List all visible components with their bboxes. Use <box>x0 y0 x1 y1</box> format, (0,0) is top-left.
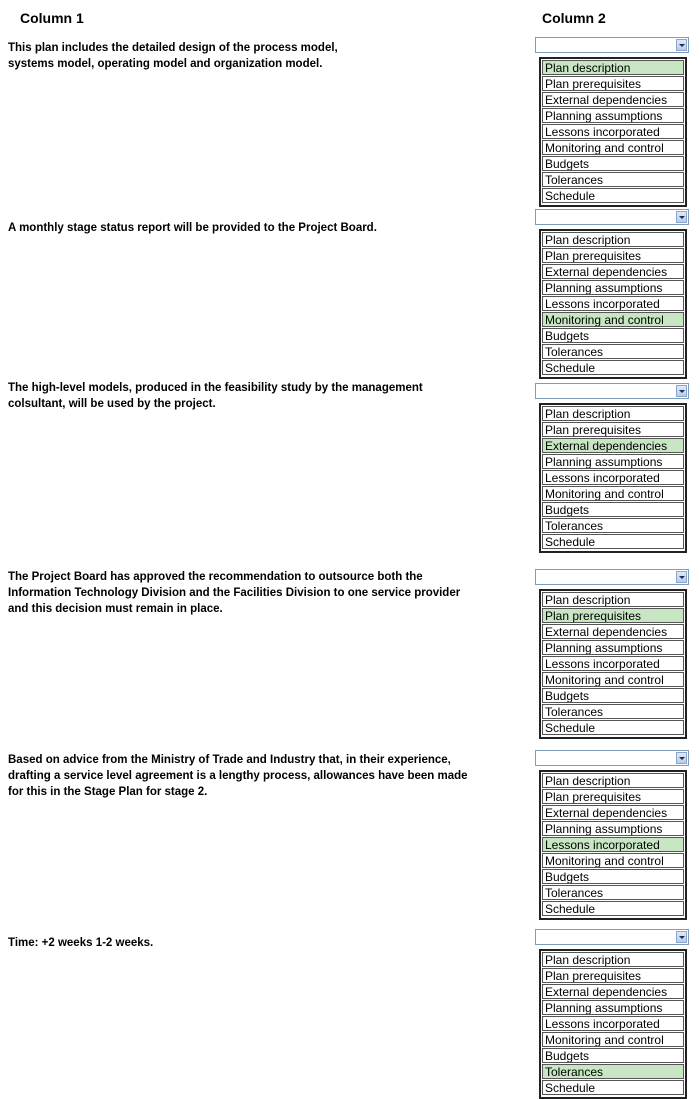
answer-dropdown[interactable] <box>535 929 689 945</box>
column-1-header: Column 1 <box>20 10 84 26</box>
answer-listbox <box>539 57 687 207</box>
listbox-option[interactable]: Plan description <box>542 232 684 247</box>
listbox-option[interactable]: Schedule <box>542 1080 684 1095</box>
listbox-option[interactable]: Budgets <box>542 688 684 703</box>
chevron-down-icon[interactable] <box>676 752 687 764</box>
answer-dropdown[interactable] <box>535 209 689 225</box>
listbox-option[interactable]: Planning assumptions <box>542 454 684 469</box>
listbox-option[interactable]: Plan description <box>542 406 684 421</box>
listbox-option[interactable]: Monitoring and control <box>542 853 684 868</box>
listbox-option[interactable]: External dependencies <box>542 805 684 820</box>
listbox-option[interactable]: Tolerances <box>542 172 684 187</box>
row-prompt: Based on advice from the Ministry of Trade and Industry that, in their experience, drafting a service level agreement is a lengthy process, allowances have been made for this in the Stage Plan for stage 2. <box>8 754 468 798</box>
listbox-option[interactable]: Plan description <box>542 773 684 788</box>
listbox-option[interactable]: Monitoring and control <box>542 312 684 327</box>
column-2-header: Column 2 <box>542 10 606 26</box>
listbox-option[interactable]: Budgets <box>542 1048 684 1063</box>
answer-listbox <box>539 229 687 379</box>
answer-listbox <box>539 949 687 1099</box>
listbox-option[interactable]: Planning assumptions <box>542 280 684 295</box>
listbox-option[interactable]: Budgets <box>542 502 684 517</box>
chevron-down-icon[interactable] <box>676 39 687 51</box>
listbox-option[interactable]: Monitoring and control <box>542 140 684 155</box>
listbox-option[interactable]: Planning assumptions <box>542 640 684 655</box>
answer-listbox <box>539 589 687 739</box>
listbox-option[interactable]: External dependencies <box>542 264 684 279</box>
row-prompt: Time: +2 weeks 1-2 weeks. <box>8 937 154 949</box>
listbox-option[interactable]: Tolerances <box>542 885 684 900</box>
listbox-option[interactable]: Monitoring and control <box>542 1032 684 1047</box>
listbox-option[interactable]: Schedule <box>542 901 684 916</box>
listbox-option[interactable]: Budgets <box>542 869 684 884</box>
listbox-option[interactable]: External dependencies <box>542 624 684 639</box>
listbox-option[interactable]: Lessons incorporated <box>542 124 684 139</box>
chevron-down-icon[interactable] <box>676 931 687 943</box>
listbox-option[interactable]: Plan description <box>542 952 684 967</box>
chevron-down-icon[interactable] <box>676 571 687 583</box>
listbox-option[interactable]: Planning assumptions <box>542 1000 684 1015</box>
listbox-option[interactable]: Lessons incorporated <box>542 837 684 852</box>
listbox-option[interactable]: External dependencies <box>542 438 684 453</box>
listbox-option[interactable]: Lessons incorporated <box>542 296 684 311</box>
answer-dropdown[interactable] <box>535 37 689 53</box>
answer-dropdown[interactable] <box>535 750 689 766</box>
listbox-option[interactable]: Budgets <box>542 156 684 171</box>
listbox-option[interactable]: Monitoring and control <box>542 486 684 501</box>
answer-dropdown[interactable] <box>535 569 689 585</box>
listbox-option[interactable]: Lessons incorporated <box>542 470 684 485</box>
listbox-option[interactable]: Planning assumptions <box>542 108 684 123</box>
listbox-option[interactable]: External dependencies <box>542 984 684 999</box>
answer-listbox <box>539 403 687 553</box>
row-prompt: A monthly stage status report will be provided to the Project Board. <box>8 222 377 234</box>
listbox-option[interactable]: Tolerances <box>542 1064 684 1079</box>
listbox-option[interactable]: Schedule <box>542 360 684 375</box>
listbox-option[interactable]: Lessons incorporated <box>542 1016 684 1031</box>
listbox-option[interactable]: Plan prerequisites <box>542 789 684 804</box>
row-prompt: The Project Board has approved the recommendation to outsource both the Information Technology Division and the Facilities Division to one service provider and this decision must remain in place. <box>8 571 461 615</box>
listbox-option[interactable]: Plan prerequisites <box>542 76 684 91</box>
listbox-option[interactable]: Plan description <box>542 60 684 75</box>
listbox-option[interactable]: Tolerances <box>542 704 684 719</box>
listbox-option[interactable]: Plan prerequisites <box>542 422 684 437</box>
listbox-option[interactable]: Budgets <box>542 328 684 343</box>
listbox-option[interactable]: Plan prerequisites <box>542 248 684 263</box>
row-prompt: The high-level models, produced in the feasibility study by the management colsultant, will be used by the project. <box>8 382 423 410</box>
chevron-down-icon[interactable] <box>676 385 687 397</box>
listbox-option[interactable]: Schedule <box>542 534 684 549</box>
listbox-option[interactable]: Tolerances <box>542 344 684 359</box>
listbox-option[interactable]: Lessons incorporated <box>542 656 684 671</box>
chevron-down-icon[interactable] <box>676 211 687 223</box>
listbox-option[interactable]: Plan prerequisites <box>542 968 684 983</box>
listbox-option[interactable]: Schedule <box>542 188 684 203</box>
listbox-option[interactable]: Tolerances <box>542 518 684 533</box>
listbox-option[interactable]: Plan prerequisites <box>542 608 684 623</box>
listbox-option[interactable]: Monitoring and control <box>542 672 684 687</box>
answer-listbox <box>539 770 687 920</box>
listbox-option[interactable]: External dependencies <box>542 92 684 107</box>
listbox-option[interactable]: Plan description <box>542 592 684 607</box>
listbox-option[interactable]: Planning assumptions <box>542 821 684 836</box>
listbox-option[interactable]: Schedule <box>542 720 684 735</box>
answer-dropdown[interactable] <box>535 383 689 399</box>
row-prompt: This plan includes the detailed design of the process model, systems model, operating model and organization model. <box>8 42 338 70</box>
